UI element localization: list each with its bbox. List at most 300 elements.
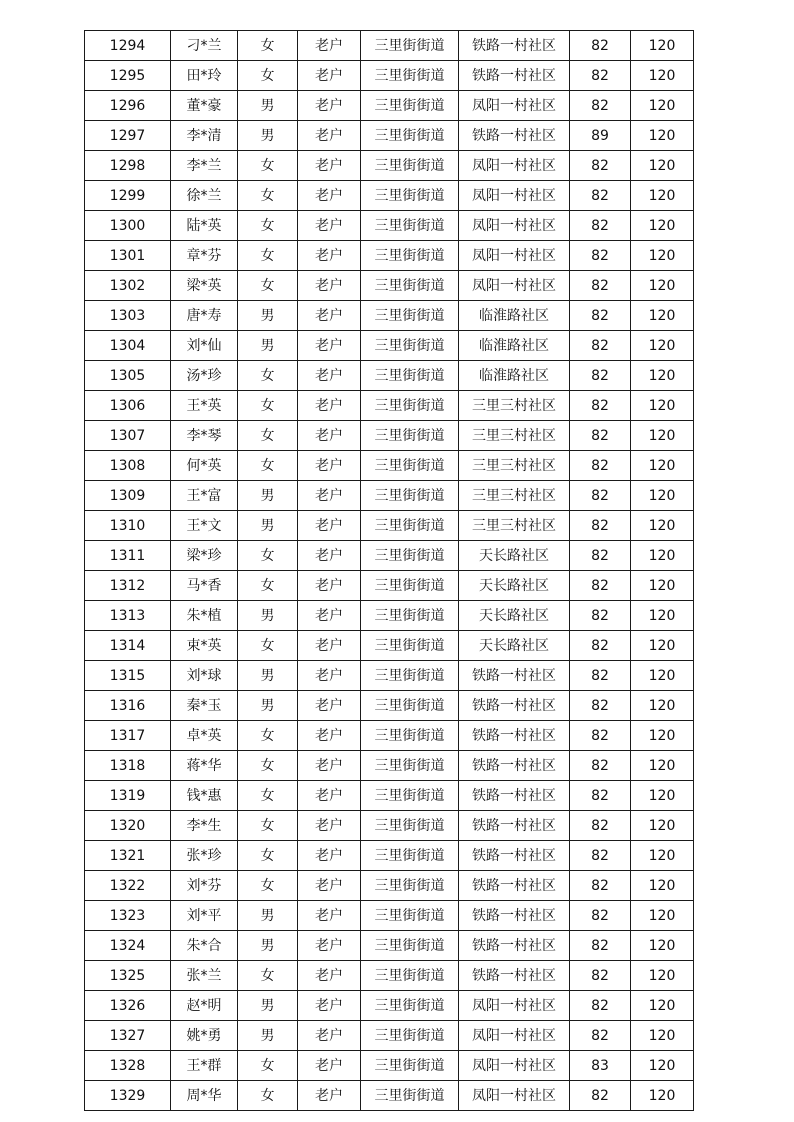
seq-cell: 1310 [85,511,171,541]
community-cell: 临淮路社区 [459,301,570,331]
age-cell: 82 [570,241,631,271]
age-cell: 82 [570,811,631,841]
age-cell: 83 [570,1051,631,1081]
age-cell: 82 [570,271,631,301]
name-cell: 李*兰 [171,151,238,181]
community-cell: 铁路一村社区 [459,841,570,871]
name-cell: 李*琴 [171,421,238,451]
seq-cell: 1306 [85,391,171,421]
age-cell: 82 [570,631,631,661]
street-cell: 三里街街道 [361,121,459,151]
seq-cell: 1312 [85,571,171,601]
gender-cell: 女 [238,811,298,841]
gender-cell: 女 [238,31,298,61]
amount-cell: 120 [631,511,694,541]
street-cell: 三里街街道 [361,781,459,811]
age-cell: 82 [570,691,631,721]
seq-cell: 1296 [85,91,171,121]
age-cell: 82 [570,841,631,871]
gender-cell: 女 [238,421,298,451]
street-cell: 三里街街道 [361,511,459,541]
amount-cell: 120 [631,841,694,871]
amount-cell: 120 [631,181,694,211]
street-cell: 三里街街道 [361,91,459,121]
category-cell: 老户 [298,511,361,541]
table-row [85,1051,694,1081]
table-row [85,121,694,151]
age-cell: 82 [570,211,631,241]
gender-cell: 女 [238,751,298,781]
category-cell: 老户 [298,781,361,811]
amount-cell: 120 [631,1081,694,1111]
category-cell: 老户 [298,91,361,121]
age-cell: 82 [570,1081,631,1111]
name-cell: 徐*兰 [171,181,238,211]
amount-cell: 120 [631,811,694,841]
category-cell: 老户 [298,271,361,301]
seq-cell: 1302 [85,271,171,301]
street-cell: 三里街街道 [361,631,459,661]
seq-cell: 1307 [85,421,171,451]
street-cell: 三里街街道 [361,601,459,631]
community-cell: 凤阳一村社区 [459,1081,570,1111]
age-cell: 82 [570,181,631,211]
name-cell: 周*华 [171,1081,238,1111]
table-row [85,421,694,451]
community-cell: 凤阳一村社区 [459,181,570,211]
amount-cell: 120 [631,961,694,991]
table-row [85,991,694,1021]
community-cell: 铁路一村社区 [459,661,570,691]
amount-cell: 120 [631,451,694,481]
amount-cell: 120 [631,991,694,1021]
community-cell: 铁路一村社区 [459,871,570,901]
name-cell: 董*豪 [171,91,238,121]
name-cell: 刘*仙 [171,331,238,361]
street-cell: 三里街街道 [361,1021,459,1051]
seq-cell: 1308 [85,451,171,481]
gender-cell: 女 [238,61,298,91]
seq-cell: 1297 [85,121,171,151]
street-cell: 三里街街道 [361,211,459,241]
street-cell: 三里街街道 [361,241,459,271]
category-cell: 老户 [298,541,361,571]
seq-cell: 1323 [85,901,171,931]
street-cell: 三里街街道 [361,361,459,391]
seq-cell: 1309 [85,481,171,511]
seq-cell: 1299 [85,181,171,211]
category-cell: 老户 [298,1021,361,1051]
gender-cell: 男 [238,931,298,961]
age-cell: 82 [570,511,631,541]
table-row [85,391,694,421]
amount-cell: 120 [631,61,694,91]
amount-cell: 120 [631,871,694,901]
amount-cell: 120 [631,721,694,751]
street-cell: 三里街街道 [361,481,459,511]
age-cell: 82 [570,961,631,991]
table-row [85,901,694,931]
street-cell: 三里街街道 [361,331,459,361]
table-row [85,601,694,631]
gender-cell: 女 [238,871,298,901]
street-cell: 三里街街道 [361,691,459,721]
gender-cell: 女 [238,241,298,271]
name-cell: 卓*英 [171,721,238,751]
seq-cell: 1322 [85,871,171,901]
community-cell: 凤阳一村社区 [459,1051,570,1081]
community-cell: 凤阳一村社区 [459,91,570,121]
age-cell: 82 [570,751,631,781]
age-cell: 82 [570,361,631,391]
community-cell: 天长路社区 [459,601,570,631]
table-row [85,271,694,301]
age-cell: 82 [570,91,631,121]
category-cell: 老户 [298,811,361,841]
name-cell: 王*群 [171,1051,238,1081]
age-cell: 82 [570,931,631,961]
community-cell: 铁路一村社区 [459,961,570,991]
category-cell: 老户 [298,481,361,511]
amount-cell: 120 [631,481,694,511]
category-cell: 老户 [298,61,361,91]
amount-cell: 120 [631,331,694,361]
category-cell: 老户 [298,841,361,871]
table-row [85,361,694,391]
name-cell: 田*玲 [171,61,238,91]
category-cell: 老户 [298,211,361,241]
age-cell: 82 [570,991,631,1021]
name-cell: 何*英 [171,451,238,481]
street-cell: 三里街街道 [361,991,459,1021]
seq-cell: 1313 [85,601,171,631]
table-row [85,691,694,721]
age-cell: 82 [570,901,631,931]
gender-cell: 女 [238,961,298,991]
street-cell: 三里街街道 [361,151,459,181]
gender-cell: 男 [238,691,298,721]
street-cell: 三里街街道 [361,1051,459,1081]
category-cell: 老户 [298,301,361,331]
gender-cell: 女 [238,841,298,871]
age-cell: 82 [570,331,631,361]
table-row [85,751,694,781]
seq-cell: 1295 [85,61,171,91]
community-cell: 三里三村社区 [459,511,570,541]
table-row [85,541,694,571]
table-row [85,481,694,511]
seq-cell: 1324 [85,931,171,961]
community-cell: 天长路社区 [459,541,570,571]
street-cell: 三里街街道 [361,541,459,571]
street-cell: 三里街街道 [361,751,459,781]
table-row [85,241,694,271]
amount-cell: 120 [631,571,694,601]
name-cell: 梁*珍 [171,541,238,571]
category-cell: 老户 [298,901,361,931]
seq-cell: 1304 [85,331,171,361]
gender-cell: 男 [238,481,298,511]
seq-cell: 1300 [85,211,171,241]
table-row [85,571,694,601]
amount-cell: 120 [631,151,694,181]
gender-cell: 女 [238,451,298,481]
gender-cell: 女 [238,541,298,571]
table-row [85,781,694,811]
gender-cell: 男 [238,991,298,1021]
age-cell: 82 [570,391,631,421]
category-cell: 老户 [298,121,361,151]
name-cell: 朱*植 [171,601,238,631]
table-row [85,301,694,331]
amount-cell: 120 [631,31,694,61]
age-cell: 82 [570,151,631,181]
gender-cell: 女 [238,721,298,751]
age-cell: 82 [570,541,631,571]
name-cell: 刁*兰 [171,31,238,61]
street-cell: 三里街街道 [361,661,459,691]
seq-cell: 1294 [85,31,171,61]
table-row [85,631,694,661]
table-row [85,451,694,481]
age-cell: 82 [570,571,631,601]
name-cell: 李*生 [171,811,238,841]
community-cell: 凤阳一村社区 [459,1021,570,1051]
amount-cell: 120 [631,211,694,241]
table-row [85,61,694,91]
table-row [85,211,694,241]
name-cell: 刘*芬 [171,871,238,901]
street-cell: 三里街街道 [361,451,459,481]
name-cell: 李*清 [171,121,238,151]
age-cell: 82 [570,721,631,751]
community-cell: 铁路一村社区 [459,121,570,151]
seq-cell: 1311 [85,541,171,571]
table-row [85,931,694,961]
name-cell: 赵*明 [171,991,238,1021]
community-cell: 三里三村社区 [459,451,570,481]
street-cell: 三里街街道 [361,181,459,211]
amount-cell: 120 [631,271,694,301]
table-row [85,721,694,751]
name-cell: 王*文 [171,511,238,541]
category-cell: 老户 [298,181,361,211]
roster-body [85,31,694,1111]
amount-cell: 120 [631,631,694,661]
seq-cell: 1317 [85,721,171,751]
amount-cell: 120 [631,241,694,271]
age-cell: 82 [570,31,631,61]
name-cell: 章*芬 [171,241,238,271]
category-cell: 老户 [298,361,361,391]
street-cell: 三里街街道 [361,61,459,91]
amount-cell: 120 [631,1021,694,1051]
seq-cell: 1316 [85,691,171,721]
community-cell: 三里三村社区 [459,421,570,451]
street-cell: 三里街街道 [361,721,459,751]
amount-cell: 120 [631,751,694,781]
name-cell: 唐*寿 [171,301,238,331]
category-cell: 老户 [298,691,361,721]
age-cell: 82 [570,1021,631,1051]
seq-cell: 1314 [85,631,171,661]
category-cell: 老户 [298,331,361,361]
table-row [85,841,694,871]
community-cell: 铁路一村社区 [459,781,570,811]
street-cell: 三里街街道 [361,301,459,331]
age-cell: 82 [570,451,631,481]
gender-cell: 女 [238,391,298,421]
name-cell: 梁*英 [171,271,238,301]
age-cell: 82 [570,661,631,691]
name-cell: 蒋*华 [171,751,238,781]
name-cell: 朱*合 [171,931,238,961]
amount-cell: 120 [631,91,694,121]
name-cell: 张*珍 [171,841,238,871]
name-cell: 王*英 [171,391,238,421]
gender-cell: 男 [238,511,298,541]
gender-cell: 女 [238,151,298,181]
category-cell: 老户 [298,151,361,181]
amount-cell: 120 [631,901,694,931]
gender-cell: 女 [238,1081,298,1111]
street-cell: 三里街街道 [361,391,459,421]
street-cell: 三里街街道 [361,421,459,451]
age-cell: 82 [570,601,631,631]
gender-cell: 男 [238,331,298,361]
community-cell: 临淮路社区 [459,361,570,391]
age-cell: 82 [570,871,631,901]
community-cell: 凤阳一村社区 [459,991,570,1021]
community-cell: 临淮路社区 [459,331,570,361]
name-cell: 秦*玉 [171,691,238,721]
community-cell: 铁路一村社区 [459,751,570,781]
table-row [85,1081,694,1111]
seq-cell: 1298 [85,151,171,181]
age-cell: 82 [570,61,631,91]
seq-cell: 1315 [85,661,171,691]
street-cell: 三里街街道 [361,841,459,871]
street-cell: 三里街街道 [361,1081,459,1111]
age-cell: 82 [570,301,631,331]
category-cell: 老户 [298,31,361,61]
community-cell: 凤阳一村社区 [459,241,570,271]
seq-cell: 1328 [85,1051,171,1081]
category-cell: 老户 [298,241,361,271]
street-cell: 三里街街道 [361,571,459,601]
category-cell: 老户 [298,961,361,991]
seq-cell: 1329 [85,1081,171,1111]
seq-cell: 1321 [85,841,171,871]
amount-cell: 120 [631,301,694,331]
table-row [85,331,694,361]
name-cell: 汤*珍 [171,361,238,391]
name-cell: 马*香 [171,571,238,601]
table-row [85,961,694,991]
community-cell: 铁路一村社区 [459,691,570,721]
name-cell: 刘*平 [171,901,238,931]
community-cell: 三里三村社区 [459,391,570,421]
amount-cell: 120 [631,421,694,451]
amount-cell: 120 [631,121,694,151]
name-cell: 姚*勇 [171,1021,238,1051]
category-cell: 老户 [298,1081,361,1111]
name-cell: 刘*球 [171,661,238,691]
gender-cell: 女 [238,181,298,211]
category-cell: 老户 [298,751,361,781]
community-cell: 铁路一村社区 [459,31,570,61]
table-row [85,1021,694,1051]
seq-cell: 1301 [85,241,171,271]
category-cell: 老户 [298,931,361,961]
amount-cell: 120 [631,931,694,961]
street-cell: 三里街街道 [361,811,459,841]
gender-cell: 男 [238,121,298,151]
amount-cell: 120 [631,661,694,691]
table-row [85,181,694,211]
name-cell: 张*兰 [171,961,238,991]
table-row [85,31,694,61]
table-row [85,511,694,541]
amount-cell: 120 [631,361,694,391]
table-row [85,811,694,841]
category-cell: 老户 [298,571,361,601]
table-row [85,871,694,901]
category-cell: 老户 [298,661,361,691]
category-cell: 老户 [298,451,361,481]
amount-cell: 120 [631,541,694,571]
gender-cell: 男 [238,301,298,331]
community-cell: 铁路一村社区 [459,901,570,931]
community-cell: 天长路社区 [459,631,570,661]
age-cell: 89 [570,121,631,151]
name-cell: 陆*英 [171,211,238,241]
age-cell: 82 [570,781,631,811]
age-cell: 82 [570,481,631,511]
community-cell: 铁路一村社区 [459,811,570,841]
gender-cell: 女 [238,271,298,301]
community-cell: 铁路一村社区 [459,61,570,91]
name-cell: 束*英 [171,631,238,661]
category-cell: 老户 [298,1051,361,1081]
roster-table [84,30,694,1111]
street-cell: 三里街街道 [361,961,459,991]
name-cell: 钱*惠 [171,781,238,811]
street-cell: 三里街街道 [361,871,459,901]
seq-cell: 1305 [85,361,171,391]
street-cell: 三里街街道 [361,31,459,61]
street-cell: 三里街街道 [361,271,459,301]
amount-cell: 120 [631,601,694,631]
community-cell: 凤阳一村社区 [459,271,570,301]
category-cell: 老户 [298,391,361,421]
amount-cell: 120 [631,391,694,421]
gender-cell: 女 [238,361,298,391]
amount-cell: 120 [631,781,694,811]
seq-cell: 1319 [85,781,171,811]
seq-cell: 1326 [85,991,171,1021]
community-cell: 凤阳一村社区 [459,151,570,181]
seq-cell: 1325 [85,961,171,991]
category-cell: 老户 [298,871,361,901]
category-cell: 老户 [298,601,361,631]
category-cell: 老户 [298,421,361,451]
community-cell: 天长路社区 [459,571,570,601]
community-cell: 凤阳一村社区 [459,211,570,241]
gender-cell: 女 [238,781,298,811]
gender-cell: 男 [238,601,298,631]
amount-cell: 120 [631,691,694,721]
